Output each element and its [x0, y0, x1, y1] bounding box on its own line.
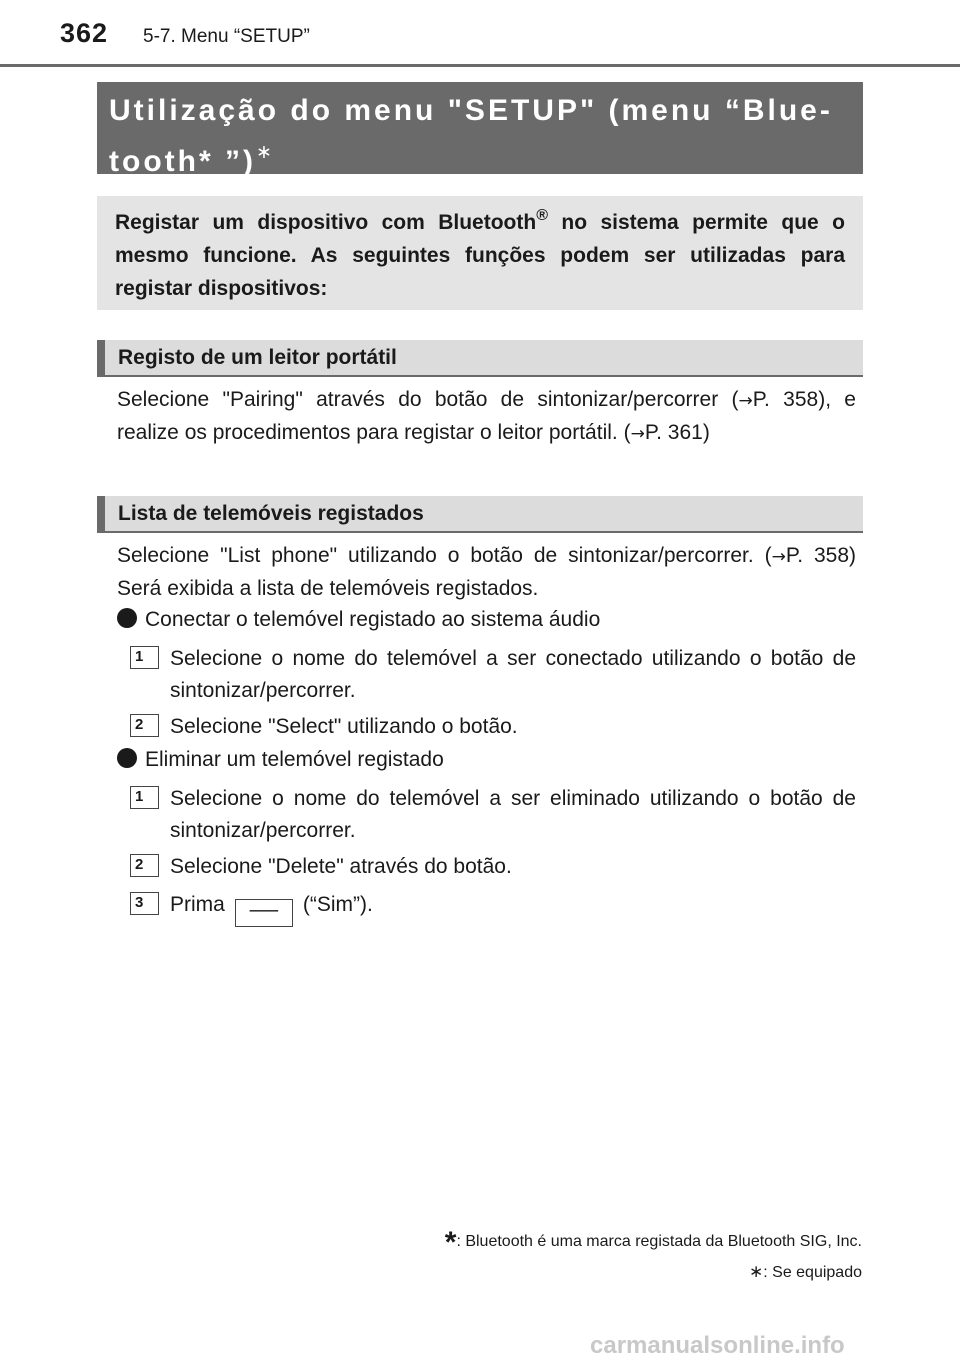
bullet-dot-icon [117, 608, 137, 628]
equipped-mark-icon: ∗ [749, 1262, 764, 1282]
yes-button-graphic: ── [235, 899, 293, 927]
step-number: 1 [130, 786, 159, 809]
bullet-delete: Eliminar um telemóvel registado [117, 745, 444, 775]
step-number: 1 [130, 646, 159, 669]
step-number: 2 [130, 714, 159, 737]
portable-player-paragraph: Selecione "Pairing" através do botão de sintonizar/percorrer (→P. 358), e realize os procedimentos para registar o leitor portátil. (→P. 361) [117, 388, 856, 444]
title-line-1: Utilização do menu "SETUP" (menu “Blue- [109, 94, 833, 127]
title-line-2: tooth* ”)∗ [109, 142, 272, 178]
heading-registered-phones: Lista de telemóveis registados [97, 496, 863, 532]
heading-rule [97, 375, 863, 377]
step-text: Selecione o nome do telemóvel a ser conectado utilizando o botão de sintonizar/percorrer. [170, 647, 856, 702]
section-reference: 5-7. Menu “SETUP” [143, 26, 310, 47]
step-text: Selecione o nome do telemóvel a ser eliminado utilizando o botão de sintonizar/percorrer. [170, 787, 856, 842]
step-text: Selecione "Select" utilizando o botão. [170, 715, 518, 738]
header-divider [0, 64, 960, 67]
footnote-equipped: ∗: Se equipado [749, 1262, 862, 1282]
heading-rule [97, 531, 863, 533]
arrow-icon: → [630, 424, 645, 444]
arrow-icon: → [738, 391, 753, 411]
step-text: Prima ── (“Sim”). [170, 889, 856, 927]
bullet-connect: Conectar o telemóvel registado ao sistema áudio [117, 605, 600, 635]
footnote-bluetooth: *: Bluetooth é uma marca registada da Bluetooth SIG, Inc. [444, 1226, 862, 1259]
heading-portable-player: Registo de um leitor portátil [97, 340, 863, 376]
page-title [97, 82, 863, 178]
step-text: Selecione "Delete" através do botão. [170, 855, 512, 878]
step-number: 3 [130, 892, 159, 915]
arrow-icon: → [771, 547, 786, 567]
equipped-mark: ∗ [255, 142, 272, 163]
bullet-dot-icon [117, 748, 137, 768]
registered-phones-paragraph: Selecione "List phone" utilizando o botão de sintonizar/percorrer. (→P. 358) Será exibida a lista de telemóveis registados. [117, 544, 856, 600]
asterisk-icon: * [444, 1226, 457, 1259]
page-number: 362 [60, 18, 109, 48]
intro-box: Registar um dispositivo com Bluetooth® no sistema permite que o mesmo funcione. As seguintes funções podem ser utilizadas para registar dispositivos: [97, 196, 863, 310]
watermark: carmanualsonline.info [590, 1332, 845, 1359]
step-number: 2 [130, 854, 159, 877]
registered-mark: ® [536, 207, 548, 224]
